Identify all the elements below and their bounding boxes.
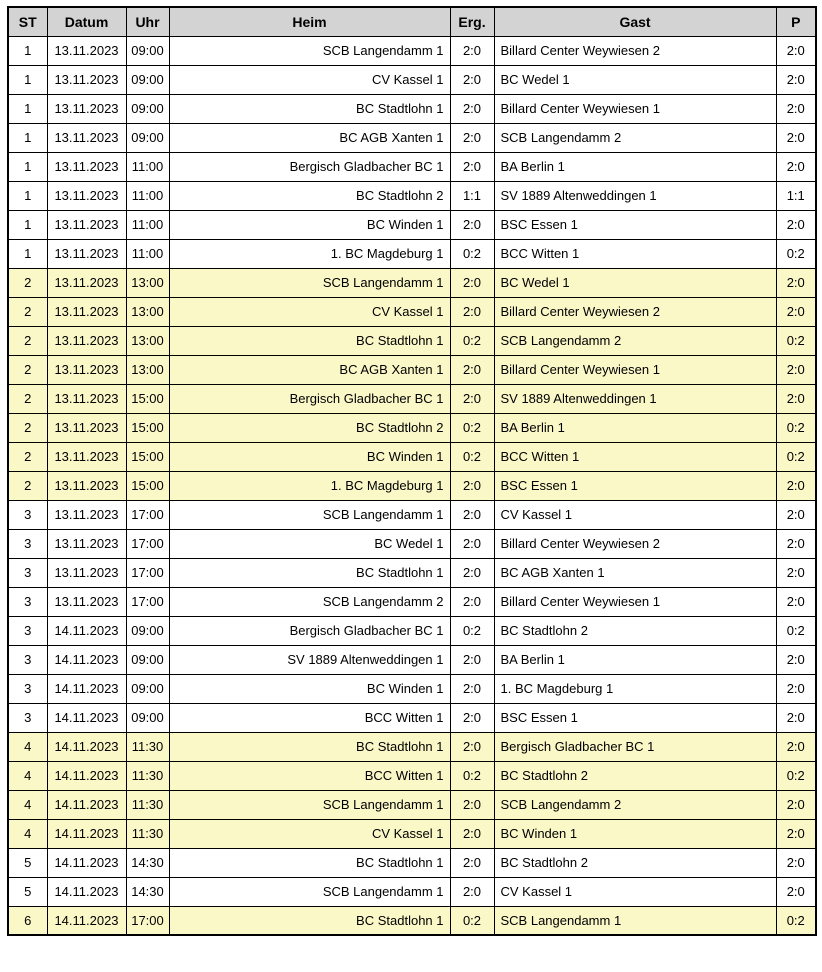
round-cell: 2 bbox=[8, 297, 47, 326]
table-row bbox=[8, 123, 816, 152]
round-cell: 1 bbox=[8, 65, 47, 94]
round-cell: 3 bbox=[8, 587, 47, 616]
table-row bbox=[8, 819, 816, 848]
table-row bbox=[8, 181, 816, 210]
points-cell: 2:0 bbox=[776, 790, 816, 819]
date-cell: 13.11.2023 bbox=[47, 384, 126, 413]
date-cell: 13.11.2023 bbox=[47, 326, 126, 355]
table-row bbox=[8, 65, 816, 94]
result-cell: 2:0 bbox=[450, 645, 494, 674]
guest-team-cell: SCB Langendamm 1 bbox=[494, 906, 776, 935]
date-cell: 14.11.2023 bbox=[47, 790, 126, 819]
guest-team-cell: BA Berlin 1 bbox=[494, 413, 776, 442]
table-row bbox=[8, 268, 816, 297]
home-team-cell: BC AGB Xanten 1 bbox=[169, 355, 450, 384]
table-row bbox=[8, 761, 816, 790]
round-cell: 1 bbox=[8, 181, 47, 210]
points-cell: 2:0 bbox=[776, 558, 816, 587]
result-cell: 2:0 bbox=[450, 123, 494, 152]
points-cell: 2:0 bbox=[776, 94, 816, 123]
points-cell: 0:2 bbox=[776, 239, 816, 268]
date-cell: 13.11.2023 bbox=[47, 587, 126, 616]
result-cell: 2:0 bbox=[450, 471, 494, 500]
time-cell: 14:30 bbox=[126, 877, 169, 906]
guest-team-cell: BC AGB Xanten 1 bbox=[494, 558, 776, 587]
guest-team-cell: BSC Essen 1 bbox=[494, 703, 776, 732]
points-cell: 1:1 bbox=[776, 181, 816, 210]
time-cell: 15:00 bbox=[126, 471, 169, 500]
date-cell: 13.11.2023 bbox=[47, 529, 126, 558]
date-cell: 13.11.2023 bbox=[47, 36, 126, 65]
home-team-cell: SCB Langendamm 1 bbox=[169, 36, 450, 65]
guest-team-cell: Billard Center Weywiesen 2 bbox=[494, 529, 776, 558]
round-cell: 4 bbox=[8, 790, 47, 819]
guest-team-cell: Billard Center Weywiesen 2 bbox=[494, 297, 776, 326]
round-cell: 5 bbox=[8, 848, 47, 877]
date-cell: 13.11.2023 bbox=[47, 94, 126, 123]
table-row bbox=[8, 703, 816, 732]
column-header-result: Erg. bbox=[450, 7, 494, 36]
home-team-cell: BC Stadtlohn 1 bbox=[169, 848, 450, 877]
match-results-table bbox=[7, 6, 817, 936]
date-cell: 14.11.2023 bbox=[47, 703, 126, 732]
table-row bbox=[8, 674, 816, 703]
result-cell: 2:0 bbox=[450, 500, 494, 529]
round-cell: 2 bbox=[8, 442, 47, 471]
points-cell: 0:2 bbox=[776, 413, 816, 442]
round-cell: 3 bbox=[8, 616, 47, 645]
date-cell: 14.11.2023 bbox=[47, 616, 126, 645]
date-cell: 14.11.2023 bbox=[47, 645, 126, 674]
time-cell: 17:00 bbox=[126, 906, 169, 935]
guest-team-cell: SV 1889 Altenweddingen 1 bbox=[494, 384, 776, 413]
date-cell: 14.11.2023 bbox=[47, 732, 126, 761]
guest-team-cell: BC Stadtlohn 2 bbox=[494, 761, 776, 790]
result-cell: 0:2 bbox=[450, 761, 494, 790]
points-cell: 0:2 bbox=[776, 761, 816, 790]
time-cell: 13:00 bbox=[126, 326, 169, 355]
table-row bbox=[8, 500, 816, 529]
guest-team-cell: BCC Witten 1 bbox=[494, 442, 776, 471]
result-cell: 1:1 bbox=[450, 181, 494, 210]
guest-team-cell: BSC Essen 1 bbox=[494, 471, 776, 500]
points-cell: 2:0 bbox=[776, 645, 816, 674]
table-row bbox=[8, 529, 816, 558]
guest-team-cell: BCC Witten 1 bbox=[494, 239, 776, 268]
points-cell: 2:0 bbox=[776, 674, 816, 703]
result-cell: 2:0 bbox=[450, 384, 494, 413]
date-cell: 14.11.2023 bbox=[47, 848, 126, 877]
date-cell: 14.11.2023 bbox=[47, 761, 126, 790]
round-cell: 4 bbox=[8, 761, 47, 790]
result-cell: 2:0 bbox=[450, 819, 494, 848]
points-cell: 2:0 bbox=[776, 355, 816, 384]
guest-team-cell: BC Winden 1 bbox=[494, 819, 776, 848]
home-team-cell: BC Wedel 1 bbox=[169, 529, 450, 558]
time-cell: 11:00 bbox=[126, 181, 169, 210]
date-cell: 13.11.2023 bbox=[47, 152, 126, 181]
guest-team-cell: BC Wedel 1 bbox=[494, 65, 776, 94]
guest-team-cell: BSC Essen 1 bbox=[494, 210, 776, 239]
results-table-body bbox=[8, 36, 816, 935]
round-cell: 3 bbox=[8, 674, 47, 703]
table-row bbox=[8, 297, 816, 326]
round-cell: 3 bbox=[8, 645, 47, 674]
result-cell: 2:0 bbox=[450, 210, 494, 239]
column-header-time: Uhr bbox=[126, 7, 169, 36]
guest-team-cell: BA Berlin 1 bbox=[494, 645, 776, 674]
time-cell: 09:00 bbox=[126, 674, 169, 703]
table-row bbox=[8, 442, 816, 471]
points-cell: 0:2 bbox=[776, 616, 816, 645]
time-cell: 15:00 bbox=[126, 384, 169, 413]
time-cell: 14:30 bbox=[126, 848, 169, 877]
round-cell: 3 bbox=[8, 500, 47, 529]
date-cell: 13.11.2023 bbox=[47, 500, 126, 529]
result-cell: 2:0 bbox=[450, 848, 494, 877]
table-row bbox=[8, 645, 816, 674]
result-cell: 0:2 bbox=[450, 906, 494, 935]
home-team-cell: SCB Langendamm 1 bbox=[169, 790, 450, 819]
result-cell: 2:0 bbox=[450, 529, 494, 558]
home-team-cell: BC Stadtlohn 2 bbox=[169, 413, 450, 442]
points-cell: 2:0 bbox=[776, 152, 816, 181]
home-team-cell: BC Stadtlohn 1 bbox=[169, 906, 450, 935]
guest-team-cell: BC Stadtlohn 2 bbox=[494, 616, 776, 645]
table-row bbox=[8, 616, 816, 645]
points-cell: 2:0 bbox=[776, 732, 816, 761]
result-cell: 0:2 bbox=[450, 326, 494, 355]
date-cell: 13.11.2023 bbox=[47, 297, 126, 326]
table-row bbox=[8, 36, 816, 65]
home-team-cell: 1. BC Magdeburg 1 bbox=[169, 239, 450, 268]
date-cell: 14.11.2023 bbox=[47, 877, 126, 906]
round-cell: 6 bbox=[8, 906, 47, 935]
time-cell: 11:00 bbox=[126, 210, 169, 239]
table-row bbox=[8, 326, 816, 355]
result-cell: 0:2 bbox=[450, 239, 494, 268]
table-row bbox=[8, 877, 816, 906]
time-cell: 11:30 bbox=[126, 732, 169, 761]
time-cell: 11:00 bbox=[126, 239, 169, 268]
home-team-cell: CV Kassel 1 bbox=[169, 297, 450, 326]
round-cell: 2 bbox=[8, 384, 47, 413]
time-cell: 09:00 bbox=[126, 123, 169, 152]
time-cell: 09:00 bbox=[126, 645, 169, 674]
round-cell: 2 bbox=[8, 413, 47, 442]
table-row bbox=[8, 790, 816, 819]
home-team-cell: CV Kassel 1 bbox=[169, 65, 450, 94]
column-header-guest-team: Gast bbox=[494, 7, 776, 36]
home-team-cell: BCC Witten 1 bbox=[169, 761, 450, 790]
table-row bbox=[8, 848, 816, 877]
time-cell: 09:00 bbox=[126, 616, 169, 645]
table-row bbox=[8, 152, 816, 181]
home-team-cell: BC AGB Xanten 1 bbox=[169, 123, 450, 152]
guest-team-cell: Billard Center Weywiesen 1 bbox=[494, 94, 776, 123]
result-cell: 0:2 bbox=[450, 616, 494, 645]
time-cell: 11:30 bbox=[126, 819, 169, 848]
home-team-cell: Bergisch Gladbacher BC 1 bbox=[169, 152, 450, 181]
round-cell: 1 bbox=[8, 239, 47, 268]
time-cell: 13:00 bbox=[126, 268, 169, 297]
date-cell: 13.11.2023 bbox=[47, 355, 126, 384]
points-cell: 2:0 bbox=[776, 297, 816, 326]
date-cell: 14.11.2023 bbox=[47, 819, 126, 848]
result-cell: 2:0 bbox=[450, 877, 494, 906]
table-row bbox=[8, 471, 816, 500]
round-cell: 3 bbox=[8, 703, 47, 732]
points-cell: 2:0 bbox=[776, 877, 816, 906]
table-row bbox=[8, 210, 816, 239]
time-cell: 17:00 bbox=[126, 529, 169, 558]
points-cell: 2:0 bbox=[776, 471, 816, 500]
guest-team-cell: CV Kassel 1 bbox=[494, 877, 776, 906]
points-cell: 2:0 bbox=[776, 210, 816, 239]
date-cell: 14.11.2023 bbox=[47, 906, 126, 935]
result-cell: 2:0 bbox=[450, 703, 494, 732]
home-team-cell: BC Stadtlohn 1 bbox=[169, 558, 450, 587]
guest-team-cell: SCB Langendamm 2 bbox=[494, 790, 776, 819]
home-team-cell: BC Stadtlohn 2 bbox=[169, 181, 450, 210]
column-header-points: P bbox=[776, 7, 816, 36]
round-cell: 2 bbox=[8, 355, 47, 384]
date-cell: 13.11.2023 bbox=[47, 239, 126, 268]
result-cell: 2:0 bbox=[450, 355, 494, 384]
result-cell: 2:0 bbox=[450, 36, 494, 65]
home-team-cell: Bergisch Gladbacher BC 1 bbox=[169, 616, 450, 645]
guest-team-cell: Billard Center Weywiesen 2 bbox=[494, 36, 776, 65]
home-team-cell: BC Winden 1 bbox=[169, 210, 450, 239]
round-cell: 4 bbox=[8, 819, 47, 848]
time-cell: 13:00 bbox=[126, 297, 169, 326]
points-cell: 0:2 bbox=[776, 442, 816, 471]
table-row bbox=[8, 355, 816, 384]
round-cell: 1 bbox=[8, 152, 47, 181]
time-cell: 17:00 bbox=[126, 558, 169, 587]
table-row bbox=[8, 906, 816, 935]
points-cell: 2:0 bbox=[776, 848, 816, 877]
time-cell: 13:00 bbox=[126, 355, 169, 384]
date-cell: 13.11.2023 bbox=[47, 123, 126, 152]
date-cell: 13.11.2023 bbox=[47, 210, 126, 239]
table-header bbox=[8, 7, 816, 36]
home-team-cell: SCB Langendamm 1 bbox=[169, 877, 450, 906]
round-cell: 1 bbox=[8, 36, 47, 65]
home-team-cell: BC Stadtlohn 1 bbox=[169, 732, 450, 761]
round-cell: 4 bbox=[8, 732, 47, 761]
date-cell: 13.11.2023 bbox=[47, 442, 126, 471]
column-header-round: ST bbox=[8, 7, 47, 36]
guest-team-cell: 1. BC Magdeburg 1 bbox=[494, 674, 776, 703]
date-cell: 14.11.2023 bbox=[47, 674, 126, 703]
table-row bbox=[8, 732, 816, 761]
guest-team-cell: SCB Langendamm 2 bbox=[494, 123, 776, 152]
home-team-cell: BC Stadtlohn 1 bbox=[169, 94, 450, 123]
guest-team-cell: Bergisch Gladbacher BC 1 bbox=[494, 732, 776, 761]
guest-team-cell: BC Wedel 1 bbox=[494, 268, 776, 297]
result-cell: 2:0 bbox=[450, 674, 494, 703]
time-cell: 11:30 bbox=[126, 790, 169, 819]
date-cell: 13.11.2023 bbox=[47, 558, 126, 587]
points-cell: 2:0 bbox=[776, 703, 816, 732]
time-cell: 15:00 bbox=[126, 413, 169, 442]
guest-team-cell: SCB Langendamm 2 bbox=[494, 326, 776, 355]
date-cell: 13.11.2023 bbox=[47, 268, 126, 297]
result-cell: 0:2 bbox=[450, 413, 494, 442]
points-cell: 2:0 bbox=[776, 529, 816, 558]
table-row bbox=[8, 384, 816, 413]
guest-team-cell: Billard Center Weywiesen 1 bbox=[494, 355, 776, 384]
points-cell: 2:0 bbox=[776, 123, 816, 152]
time-cell: 09:00 bbox=[126, 65, 169, 94]
home-team-cell: 1. BC Magdeburg 1 bbox=[169, 471, 450, 500]
result-cell: 2:0 bbox=[450, 94, 494, 123]
time-cell: 11:00 bbox=[126, 152, 169, 181]
round-cell: 2 bbox=[8, 326, 47, 355]
result-cell: 0:2 bbox=[450, 442, 494, 471]
home-team-cell: Bergisch Gladbacher BC 1 bbox=[169, 384, 450, 413]
round-cell: 1 bbox=[8, 94, 47, 123]
date-cell: 13.11.2023 bbox=[47, 181, 126, 210]
time-cell: 09:00 bbox=[126, 703, 169, 732]
points-cell: 2:0 bbox=[776, 384, 816, 413]
time-cell: 11:30 bbox=[126, 761, 169, 790]
guest-team-cell: Billard Center Weywiesen 1 bbox=[494, 587, 776, 616]
time-cell: 17:00 bbox=[126, 500, 169, 529]
home-team-cell: SCB Langendamm 1 bbox=[169, 500, 450, 529]
round-cell: 1 bbox=[8, 123, 47, 152]
column-header-home-team: Heim bbox=[169, 7, 450, 36]
header-row bbox=[8, 7, 816, 36]
round-cell: 3 bbox=[8, 529, 47, 558]
home-team-cell: BCC Witten 1 bbox=[169, 703, 450, 732]
round-cell: 5 bbox=[8, 877, 47, 906]
guest-team-cell: CV Kassel 1 bbox=[494, 500, 776, 529]
points-cell: 2:0 bbox=[776, 268, 816, 297]
guest-team-cell: BC Stadtlohn 2 bbox=[494, 848, 776, 877]
round-cell: 2 bbox=[8, 471, 47, 500]
table-row bbox=[8, 587, 816, 616]
points-cell: 2:0 bbox=[776, 36, 816, 65]
date-cell: 13.11.2023 bbox=[47, 65, 126, 94]
home-team-cell: CV Kassel 1 bbox=[169, 819, 450, 848]
result-cell: 2:0 bbox=[450, 297, 494, 326]
result-cell: 2:0 bbox=[450, 732, 494, 761]
column-header-date: Datum bbox=[47, 7, 126, 36]
round-cell: 2 bbox=[8, 268, 47, 297]
time-cell: 15:00 bbox=[126, 442, 169, 471]
home-team-cell: SCB Langendamm 1 bbox=[169, 268, 450, 297]
round-cell: 3 bbox=[8, 558, 47, 587]
date-cell: 13.11.2023 bbox=[47, 471, 126, 500]
table-row bbox=[8, 239, 816, 268]
date-cell: 13.11.2023 bbox=[47, 413, 126, 442]
home-team-cell: BC Winden 1 bbox=[169, 674, 450, 703]
points-cell: 2:0 bbox=[776, 500, 816, 529]
result-cell: 2:0 bbox=[450, 268, 494, 297]
table-row bbox=[8, 558, 816, 587]
points-cell: 2:0 bbox=[776, 819, 816, 848]
home-team-cell: SV 1889 Altenweddingen 1 bbox=[169, 645, 450, 674]
points-cell: 0:2 bbox=[776, 906, 816, 935]
result-cell: 2:0 bbox=[450, 152, 494, 181]
time-cell: 09:00 bbox=[126, 94, 169, 123]
time-cell: 17:00 bbox=[126, 587, 169, 616]
home-team-cell: SCB Langendamm 2 bbox=[169, 587, 450, 616]
guest-team-cell: SV 1889 Altenweddingen 1 bbox=[494, 181, 776, 210]
home-team-cell: BC Winden 1 bbox=[169, 442, 450, 471]
result-cell: 2:0 bbox=[450, 558, 494, 587]
round-cell: 1 bbox=[8, 210, 47, 239]
points-cell: 2:0 bbox=[776, 587, 816, 616]
table-row bbox=[8, 413, 816, 442]
time-cell: 09:00 bbox=[126, 36, 169, 65]
table-row bbox=[8, 94, 816, 123]
result-cell: 2:0 bbox=[450, 587, 494, 616]
points-cell: 2:0 bbox=[776, 65, 816, 94]
home-team-cell: BC Stadtlohn 1 bbox=[169, 326, 450, 355]
points-cell: 0:2 bbox=[776, 326, 816, 355]
guest-team-cell: BA Berlin 1 bbox=[494, 152, 776, 181]
result-cell: 2:0 bbox=[450, 65, 494, 94]
result-cell: 2:0 bbox=[450, 790, 494, 819]
